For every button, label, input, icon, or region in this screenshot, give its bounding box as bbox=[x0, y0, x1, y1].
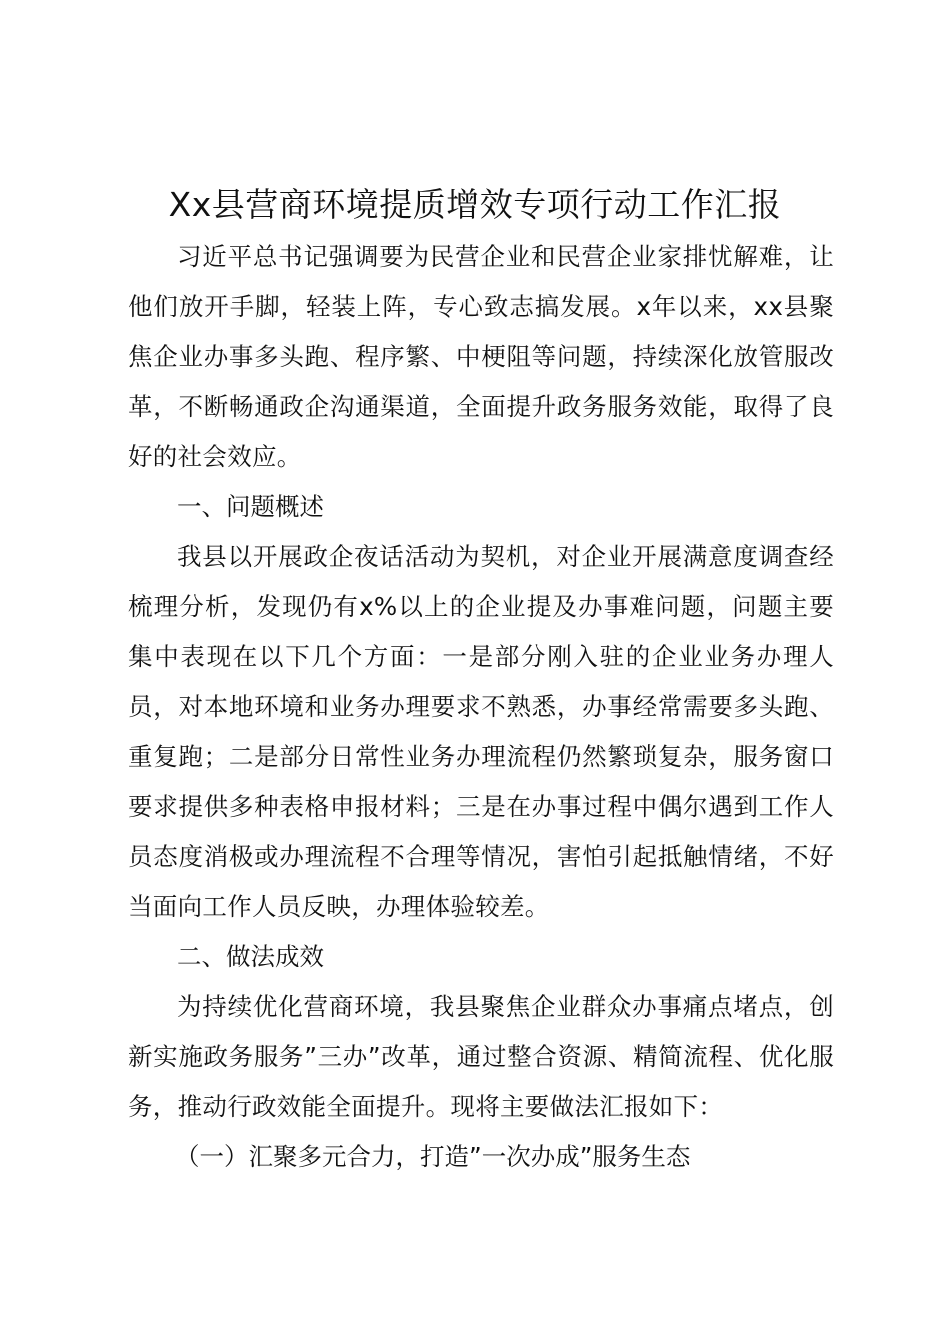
document-body bbox=[128, 232, 834, 1182]
measures-results-paragraph: 为持续优化营商环境，我县聚焦企业群众办事痛点堵点，创新实施政务服务”三办”改革，通过整合资源、精简流程、优化服务，推动行政效能全面提升。现将主要做法汇报如下： bbox=[128, 992, 834, 1121]
document-title: Xx县营商环境提质增效专项行动工作汇报 bbox=[168, 185, 782, 224]
section-heading-problem-overview: 一、问题概述 bbox=[177, 492, 324, 521]
problem-overview-paragraph: 我县以开展政企夜话活动为契机，对企业开展满意度调查经梳理分析，发现仍有x%以上的企业提及办事难问题，问题主要集中表现在以下几个方面：一是部分刚入驻的企业业务办理人员，对本地环境和业务办理要求不熟悉，办事经常需要多头跑、重复跑；二是部分日常性业务办理流程仍然繁琐复杂，服务窗口要求提供多种表格申报材料；三是在办事过程中偶尔遇到工作人员态度消极或办理流程不合理等情况，害怕引起抵触情绪，不好当面向工作人员反映，办理体验较差。 bbox=[128, 542, 834, 921]
intro-paragraph: 习近平总书记强调要为民营企业和民营企业家排忧解难，让他们放开手脚，轻装上阵，专心致志搞发展。x年以来，xx县聚焦企业办事多头跑、程序繁、中梗阻等问题，持续深化放管服改革，不断畅通政企沟通渠道，全面提升政务服务效能，取得了良好的社会效应。 bbox=[128, 242, 834, 471]
section-heading-measures-results: 二、做法成效 bbox=[177, 942, 324, 971]
subsection-heading-one: （一）汇聚多元合力，打造”一次办成”服务生态 bbox=[175, 1142, 691, 1171]
